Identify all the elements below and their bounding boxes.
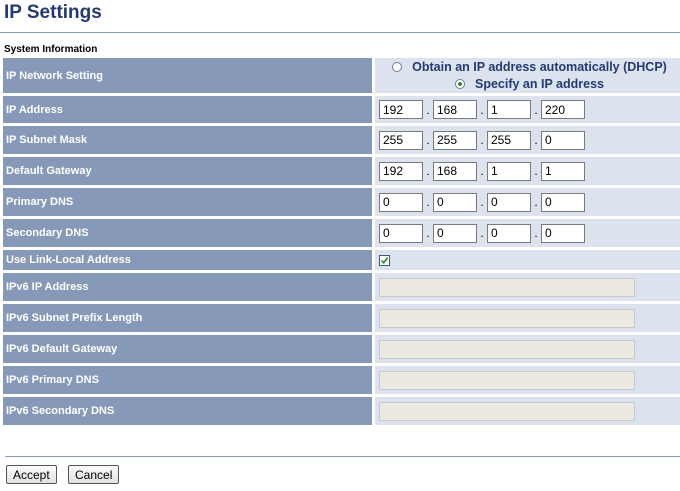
row-label: Use Link-Local Address bbox=[3, 250, 372, 270]
row-label: IP Address bbox=[3, 96, 372, 123]
octet-separator: . bbox=[480, 102, 484, 117]
ip-address-octet-4[interactable] bbox=[541, 100, 585, 119]
link-local-checkbox[interactable] bbox=[379, 255, 390, 266]
octet-separator: . bbox=[426, 195, 430, 209]
secondary-dns-octet-4[interactable] bbox=[541, 224, 585, 243]
checkmark-icon bbox=[380, 256, 389, 265]
row-ipv6-prefix-length bbox=[3, 304, 680, 332]
link-local-value bbox=[375, 250, 680, 270]
settings-table bbox=[3, 58, 680, 428]
row-link-local bbox=[3, 250, 680, 270]
row-label: IPv6 IP Address bbox=[3, 273, 372, 301]
row-label: IPv6 Subnet Prefix Length bbox=[3, 304, 372, 332]
octet-separator: . bbox=[426, 226, 430, 240]
octet-separator: . bbox=[534, 164, 538, 178]
subnet-mask-fields bbox=[375, 126, 680, 154]
octet-separator: . bbox=[534, 226, 538, 240]
row-label: IPv6 Default Gateway bbox=[3, 335, 372, 363]
subnet-mask-octet-2[interactable] bbox=[433, 131, 477, 150]
ipv6-ip-address-value bbox=[375, 273, 680, 301]
row-label: Primary DNS bbox=[3, 188, 372, 216]
octet-separator: . bbox=[480, 226, 484, 240]
ip-address-fields bbox=[375, 96, 680, 123]
row-label: Default Gateway bbox=[3, 157, 372, 185]
row-label: Secondary DNS bbox=[3, 219, 372, 247]
octet-separator: . bbox=[480, 195, 484, 209]
ip-address-octet-3[interactable] bbox=[487, 100, 531, 119]
octet-separator: . bbox=[426, 102, 430, 117]
ip-address-octet-2[interactable] bbox=[433, 100, 477, 119]
octet-separator: . bbox=[426, 133, 430, 147]
row-ipv6-primary-dns bbox=[3, 366, 680, 394]
ipv6-default-gateway-value bbox=[375, 335, 680, 363]
row-label: IPv6 Primary DNS bbox=[3, 366, 372, 394]
gateway-octet-3[interactable] bbox=[487, 162, 531, 181]
subnet-mask-octet-4[interactable] bbox=[541, 131, 585, 150]
gateway-octet-2[interactable] bbox=[433, 162, 477, 181]
secondary-dns-octet-2[interactable] bbox=[433, 224, 477, 243]
octet-separator: . bbox=[534, 195, 538, 209]
bottom-divider bbox=[5, 456, 680, 457]
static-ip-radio[interactable] bbox=[455, 79, 465, 89]
ipv6-prefix-length-value bbox=[375, 304, 680, 332]
dhcp-option[interactable] bbox=[392, 59, 667, 76]
ipv6-primary-dns-value bbox=[375, 366, 680, 394]
secondary-dns-octet-3[interactable] bbox=[487, 224, 531, 243]
row-label: IPv6 Secondary DNS bbox=[3, 397, 372, 425]
octet-separator: . bbox=[480, 133, 484, 147]
row-ip-address bbox=[3, 96, 680, 123]
dhcp-label: Obtain an IP address automatically (DHCP) bbox=[412, 60, 667, 74]
network-setting-options bbox=[375, 58, 680, 93]
section-title: System Information bbox=[4, 44, 98, 55]
ipv6-ip-address-input[interactable] bbox=[379, 278, 635, 297]
primary-dns-octet-4[interactable] bbox=[541, 193, 585, 212]
row-label: IP Subnet Mask bbox=[3, 126, 372, 154]
primary-dns-octet-3[interactable] bbox=[487, 193, 531, 212]
gateway-octet-4[interactable] bbox=[541, 162, 585, 181]
row-default-gateway bbox=[3, 157, 680, 185]
secondary-dns-fields bbox=[375, 219, 680, 247]
title-divider bbox=[0, 32, 680, 33]
accept-button[interactable]: Accept bbox=[6, 465, 57, 484]
row-subnet-mask bbox=[3, 126, 680, 154]
subnet-mask-octet-3[interactable] bbox=[487, 131, 531, 150]
secondary-dns-octet-1[interactable] bbox=[379, 224, 423, 243]
static-ip-label: Specify an IP address bbox=[475, 77, 604, 91]
primary-dns-octet-1[interactable] bbox=[379, 193, 423, 212]
octet-separator: . bbox=[534, 133, 538, 147]
ipv6-secondary-dns-value bbox=[375, 397, 680, 425]
octet-separator: . bbox=[534, 102, 538, 117]
gateway-octet-1[interactable] bbox=[379, 162, 423, 181]
ip-address-octet-1[interactable] bbox=[379, 100, 423, 119]
row-ip-network-setting bbox=[3, 58, 680, 93]
default-gateway-fields bbox=[375, 157, 680, 185]
row-secondary-dns bbox=[3, 219, 680, 247]
primary-dns-fields bbox=[375, 188, 680, 216]
ipv6-prefix-length-input[interactable] bbox=[379, 309, 635, 328]
primary-dns-octet-2[interactable] bbox=[433, 193, 477, 212]
page-title: IP Settings bbox=[4, 2, 102, 23]
dhcp-radio[interactable] bbox=[392, 62, 402, 72]
cancel-button[interactable]: Cancel bbox=[68, 465, 119, 484]
row-ipv6-secondary-dns bbox=[3, 397, 680, 425]
row-ipv6-ip-address bbox=[3, 273, 680, 301]
row-primary-dns bbox=[3, 188, 680, 216]
octet-separator: . bbox=[480, 164, 484, 178]
subnet-mask-octet-1[interactable] bbox=[379, 131, 423, 150]
ipv6-primary-dns-input[interactable] bbox=[379, 371, 635, 390]
ipv6-secondary-dns-input[interactable] bbox=[379, 402, 635, 421]
row-ipv6-default-gateway bbox=[3, 335, 680, 363]
octet-separator: . bbox=[426, 164, 430, 178]
ipv6-default-gateway-input[interactable] bbox=[379, 340, 635, 359]
row-label: IP Network Setting bbox=[3, 58, 372, 93]
static-ip-option[interactable] bbox=[455, 76, 604, 93]
